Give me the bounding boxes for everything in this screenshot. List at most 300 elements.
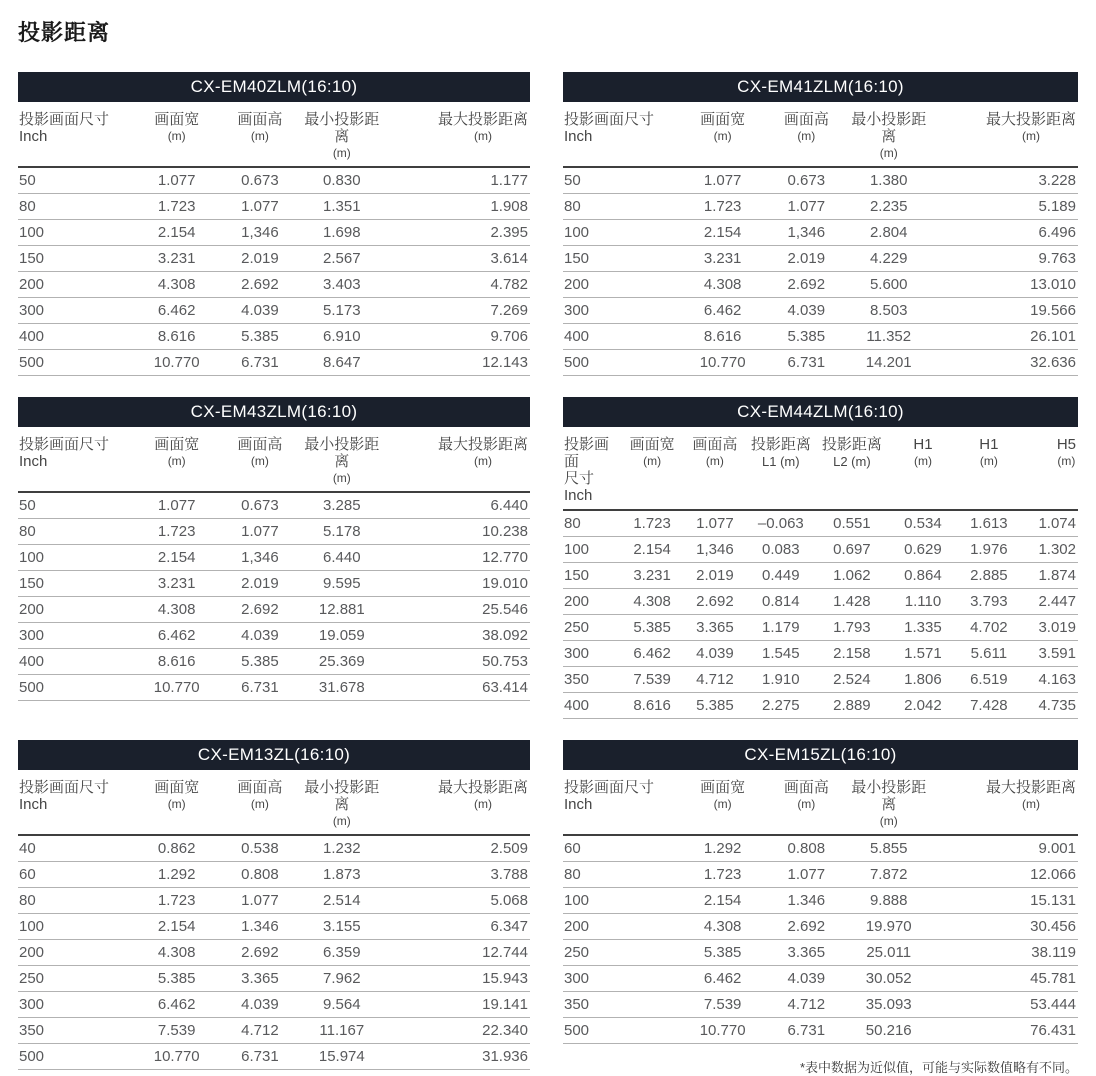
table-cell: 1.723 xyxy=(621,510,683,537)
table-cell: 30.456 xyxy=(934,914,1078,940)
table-cell: 11.167 xyxy=(297,1018,387,1044)
table-cell: 250 xyxy=(563,615,621,641)
table-row xyxy=(18,940,530,966)
projection-distance-table xyxy=(563,770,1078,1044)
table-cell: 1.698 xyxy=(297,220,387,246)
table-cell: 12.143 xyxy=(387,350,530,376)
table-cell: 200 xyxy=(18,272,131,298)
table-cell: 1.062 xyxy=(815,563,889,589)
table-cell: 1,346 xyxy=(769,220,844,246)
table-cell: 1.806 xyxy=(889,667,957,693)
table-title-bar xyxy=(563,740,1078,770)
table-cell: 1.346 xyxy=(223,914,297,940)
table-cell: 6.440 xyxy=(387,492,530,519)
table-cell: 6.462 xyxy=(131,992,223,1018)
table-cell: 1.177 xyxy=(387,167,530,194)
table-cell: 5.178 xyxy=(297,519,387,545)
table-cell: 4.039 xyxy=(223,623,297,649)
table-cell: 1.793 xyxy=(815,615,889,641)
table-cell: 9.001 xyxy=(934,835,1078,862)
table-cell: 53.444 xyxy=(934,992,1078,1018)
table-cell: 5.611 xyxy=(957,641,1021,667)
table-row xyxy=(18,571,530,597)
table-cell: 1.723 xyxy=(676,862,769,888)
table-cell: 5.068 xyxy=(387,888,530,914)
table-cell: 2.889 xyxy=(815,693,889,719)
column-header: 画面宽 (m) xyxy=(131,427,223,492)
table-row xyxy=(18,545,530,571)
table-cell: 2.019 xyxy=(683,563,747,589)
column-header-row xyxy=(563,102,1078,167)
table-cell: 14.201 xyxy=(844,350,934,376)
table-row xyxy=(18,992,530,1018)
table-cell: 2.154 xyxy=(131,914,223,940)
table-row xyxy=(563,350,1078,376)
column-header: 画面宽 (m) xyxy=(676,770,769,835)
column-header: 画面宽 (m) xyxy=(676,102,769,167)
table-cell: 32.636 xyxy=(934,350,1078,376)
table-cell: –0.063 xyxy=(747,510,815,537)
table-cell: 2.524 xyxy=(815,667,889,693)
table-cell: 4.782 xyxy=(387,272,530,298)
table-cell: 250 xyxy=(563,940,676,966)
table-cell: 19.059 xyxy=(297,623,387,649)
column-header: 投影画面尺寸 Inch xyxy=(18,102,131,167)
table-cell: 3.019 xyxy=(1021,615,1078,641)
table-cell: 2.154 xyxy=(676,220,769,246)
footnote: *表中数据为近似值，可能与实际数值略有不同。 xyxy=(799,1060,1078,1075)
column-header: H5 (m) xyxy=(1021,427,1078,510)
table-row xyxy=(18,675,530,701)
table-cell: 80 xyxy=(563,510,621,537)
table-cell: 5.189 xyxy=(934,194,1078,220)
table-cell: 1.874 xyxy=(1021,563,1078,589)
table-cell: 2.567 xyxy=(297,246,387,272)
table-cx-em40zlm xyxy=(18,72,530,376)
table-cell: 1.302 xyxy=(1021,537,1078,563)
table-cell: 22.340 xyxy=(387,1018,530,1044)
column-header: 投影画面尺寸 Inch xyxy=(18,427,131,492)
table-row xyxy=(563,537,1078,563)
table-cell: 3.365 xyxy=(683,615,747,641)
table-cell: 6.731 xyxy=(769,350,844,376)
table-cell: 2.395 xyxy=(387,220,530,246)
table-cell: 80 xyxy=(18,888,131,914)
table-row xyxy=(563,914,1078,940)
table-cell: 4.712 xyxy=(769,992,844,1018)
table-cell: 150 xyxy=(18,571,131,597)
table-cell: 4.039 xyxy=(223,992,297,1018)
table-cell: 12.744 xyxy=(387,940,530,966)
table-cx-em41zlm xyxy=(563,72,1078,376)
table-cell: 2.692 xyxy=(769,272,844,298)
table-cell: 12.770 xyxy=(387,545,530,571)
table-cell: 1.232 xyxy=(297,835,387,862)
table-cell: 100 xyxy=(18,914,131,940)
table-cell: 300 xyxy=(563,298,676,324)
table-row xyxy=(563,167,1078,194)
table-cell: 500 xyxy=(563,1018,676,1044)
table-cell: 6.519 xyxy=(957,667,1021,693)
table-cell: 150 xyxy=(563,563,621,589)
table-cell: 6.462 xyxy=(131,623,223,649)
table-cell: 7.539 xyxy=(676,992,769,1018)
table-cell: 4.702 xyxy=(957,615,1021,641)
table-cell: 0.830 xyxy=(297,167,387,194)
column-header: 最大投影距离 (m) xyxy=(934,102,1078,167)
table-cell: 300 xyxy=(18,298,131,324)
table-cell: 0.673 xyxy=(223,167,297,194)
table-cell: 10.238 xyxy=(387,519,530,545)
table-cell: 3.285 xyxy=(297,492,387,519)
table-cell: 300 xyxy=(563,966,676,992)
table-cell: 9.564 xyxy=(297,992,387,1018)
table-cell: 38.119 xyxy=(934,940,1078,966)
table-cell: 15.131 xyxy=(934,888,1078,914)
table-title-bar xyxy=(18,397,530,427)
table-cell: 1,346 xyxy=(223,545,297,571)
column-header: 投影距离 L2 (m) xyxy=(815,427,889,510)
table-cell: 500 xyxy=(18,1044,131,1070)
table-cell: 1.077 xyxy=(769,862,844,888)
table-cell: 7.269 xyxy=(387,298,530,324)
column-header: 投影画面尺寸 Inch xyxy=(563,770,676,835)
column-header: 最小投影距离 (m) xyxy=(297,102,387,167)
table-cell: 25.546 xyxy=(387,597,530,623)
table-cell: 1.074 xyxy=(1021,510,1078,537)
table-cell: 4.712 xyxy=(683,667,747,693)
table-cell: 63.414 xyxy=(387,675,530,701)
table-cell: 60 xyxy=(563,835,676,862)
table-row xyxy=(563,940,1078,966)
table-cell: 0.083 xyxy=(747,537,815,563)
table-cell: 3.788 xyxy=(387,862,530,888)
table-cell: 45.781 xyxy=(934,966,1078,992)
table-cell: 13.010 xyxy=(934,272,1078,298)
table-cell: 2.154 xyxy=(131,545,223,571)
table-title-bar xyxy=(18,72,530,102)
table-row xyxy=(18,862,530,888)
table-cell: 2.154 xyxy=(676,888,769,914)
table-cell: 35.093 xyxy=(844,992,934,1018)
table-cell: 12.066 xyxy=(934,862,1078,888)
table-cell: 1.077 xyxy=(223,194,297,220)
table-cell: 25.369 xyxy=(297,649,387,675)
table-row xyxy=(18,272,530,298)
column-header: 最小投影距离 (m) xyxy=(844,102,934,167)
table-cell: 6.731 xyxy=(223,350,297,376)
table-cell: 6.347 xyxy=(387,914,530,940)
table-cell: 3.365 xyxy=(223,966,297,992)
table-cell: 5.385 xyxy=(769,324,844,350)
table-cell: 5.173 xyxy=(297,298,387,324)
table-cell: 300 xyxy=(18,992,131,1018)
table-cell: 1.292 xyxy=(131,862,223,888)
table-cell: 2.692 xyxy=(223,940,297,966)
table-cell: 4.039 xyxy=(769,966,844,992)
table-cell: 500 xyxy=(18,675,131,701)
table-row xyxy=(563,589,1078,615)
table-cell: 0.538 xyxy=(223,835,297,862)
table-cell: 3.231 xyxy=(131,246,223,272)
column-header-row xyxy=(18,102,530,167)
table-cell: 4.039 xyxy=(769,298,844,324)
column-header: H1 (m) xyxy=(889,427,957,510)
column-header: 投影画面 尺寸Inch xyxy=(563,427,621,510)
table-cell: 1.976 xyxy=(957,537,1021,563)
table-cell: 4.308 xyxy=(621,589,683,615)
table-cell: 0.864 xyxy=(889,563,957,589)
table-cell: 1.077 xyxy=(223,519,297,545)
table-cell: 12.881 xyxy=(297,597,387,623)
table-row xyxy=(18,167,530,194)
table-cell: 200 xyxy=(18,597,131,623)
table-row xyxy=(563,220,1078,246)
table-cell: 4.735 xyxy=(1021,693,1078,719)
table-title: CX-EM41ZLM(16:10) xyxy=(737,77,904,96)
table-title-bar xyxy=(18,740,530,770)
table-row xyxy=(18,1018,530,1044)
table-cell: 7.539 xyxy=(131,1018,223,1044)
table-cell: 5.385 xyxy=(223,649,297,675)
table-cell: 2.019 xyxy=(769,246,844,272)
table-cell: 7.962 xyxy=(297,966,387,992)
table-row xyxy=(563,298,1078,324)
column-header: 画面高 (m) xyxy=(223,102,297,167)
table-cell: 26.101 xyxy=(934,324,1078,350)
table-cell: 4.308 xyxy=(676,914,769,940)
table-cell: 8.616 xyxy=(131,324,223,350)
table-cell: 15.974 xyxy=(297,1044,387,1070)
table-cell: 2.235 xyxy=(844,194,934,220)
table-title-bar xyxy=(563,397,1078,427)
table-cell: 8.616 xyxy=(676,324,769,350)
table-row xyxy=(18,220,530,246)
table-cell: 200 xyxy=(563,914,676,940)
table-cell: 1.110 xyxy=(889,589,957,615)
table-cell: 1.910 xyxy=(747,667,815,693)
table-row xyxy=(563,693,1078,719)
table-cell: 3.403 xyxy=(297,272,387,298)
table-row xyxy=(18,194,530,220)
column-header: 最大投影距离 (m) xyxy=(387,770,530,835)
table-row xyxy=(18,350,530,376)
table-cell: 2.019 xyxy=(223,246,297,272)
table-cell: 1.179 xyxy=(747,615,815,641)
table-cell: 250 xyxy=(18,966,131,992)
table-cell: 6.731 xyxy=(223,675,297,701)
table-row xyxy=(563,641,1078,667)
table-cell: 5.855 xyxy=(844,835,934,862)
table-cell: 400 xyxy=(563,324,676,350)
column-header: 最小投影距离 (m) xyxy=(297,427,387,492)
column-header: 画面宽 (m) xyxy=(131,770,223,835)
table-row xyxy=(563,194,1078,220)
table-row xyxy=(563,272,1078,298)
table-cell: 4.229 xyxy=(844,246,934,272)
table-cell: 50.216 xyxy=(844,1018,934,1044)
table-cell: 6.440 xyxy=(297,545,387,571)
table-cell: 60 xyxy=(18,862,131,888)
table-cell: 2.042 xyxy=(889,693,957,719)
table-row xyxy=(18,519,530,545)
column-header: 画面高 (m) xyxy=(223,427,297,492)
table-row xyxy=(18,835,530,862)
table-cell: 1.077 xyxy=(223,888,297,914)
table-cell: 1.077 xyxy=(131,492,223,519)
table-cell: 10.770 xyxy=(676,1018,769,1044)
table-cx-em44zlm xyxy=(563,397,1078,719)
table-cell: 3.793 xyxy=(957,589,1021,615)
table-cell: 0.808 xyxy=(769,835,844,862)
table-cx-em43zlm xyxy=(18,397,530,701)
table-cell: 30.052 xyxy=(844,966,934,992)
table-cell: 1.908 xyxy=(387,194,530,220)
table-cell: 6.731 xyxy=(769,1018,844,1044)
projection-distance-table xyxy=(18,770,530,1070)
table-cell: 2.509 xyxy=(387,835,530,862)
table-cell: 6.462 xyxy=(621,641,683,667)
table-cell: 50.753 xyxy=(387,649,530,675)
table-cell: 350 xyxy=(563,667,621,693)
table-cx-em15zl xyxy=(563,740,1078,1076)
column-header-row xyxy=(18,770,530,835)
table-cell: 350 xyxy=(563,992,676,1018)
table-row xyxy=(563,1018,1078,1044)
table-row xyxy=(18,914,530,940)
table-cell: 4.712 xyxy=(223,1018,297,1044)
table-cell: 3.614 xyxy=(387,246,530,272)
column-header: 最小投影距离 (m) xyxy=(844,770,934,835)
table-cell: 2.275 xyxy=(747,693,815,719)
table-cell: 300 xyxy=(18,623,131,649)
table-cell: 4.308 xyxy=(131,940,223,966)
table-cell: 200 xyxy=(18,940,131,966)
table-row xyxy=(563,992,1078,1018)
table-cell: 1.723 xyxy=(131,194,223,220)
column-header: 投影距离 L1 (m) xyxy=(747,427,815,510)
table-cell: 38.092 xyxy=(387,623,530,649)
table-cell: 2.692 xyxy=(683,589,747,615)
table-cell: 8.616 xyxy=(621,693,683,719)
table-cell: 25.011 xyxy=(844,940,934,966)
table-cell: 76.431 xyxy=(934,1018,1078,1044)
projection-distance-table xyxy=(563,427,1078,719)
table-cell: 31.936 xyxy=(387,1044,530,1070)
table-row xyxy=(18,324,530,350)
table-row xyxy=(18,246,530,272)
table-cell: 1.545 xyxy=(747,641,815,667)
table-cell: 10.770 xyxy=(676,350,769,376)
table-cell: 5.385 xyxy=(131,966,223,992)
column-header: 画面宽 (m) xyxy=(621,427,683,510)
table-row xyxy=(563,888,1078,914)
table-cell: 1,346 xyxy=(223,220,297,246)
table-cell: 100 xyxy=(18,220,131,246)
table-row xyxy=(18,623,530,649)
table-row xyxy=(563,246,1078,272)
table-cell: 0.551 xyxy=(815,510,889,537)
table-cell: 500 xyxy=(563,350,676,376)
table-cell: 0.673 xyxy=(223,492,297,519)
projection-distance-table xyxy=(18,427,530,701)
table-cell: 10.770 xyxy=(131,350,223,376)
table-row xyxy=(18,966,530,992)
table-cell: 2.692 xyxy=(223,272,297,298)
column-header: 画面高 (m) xyxy=(769,102,844,167)
table-cell: 3.231 xyxy=(621,563,683,589)
table-cell: 1.571 xyxy=(889,641,957,667)
table-cell: 1.077 xyxy=(676,167,769,194)
table-row xyxy=(563,966,1078,992)
table-cell: 50 xyxy=(18,492,131,519)
table-title-bar xyxy=(563,72,1078,102)
table-cell: 10.770 xyxy=(131,675,223,701)
table-cell: 0.534 xyxy=(889,510,957,537)
table-cell: 4.308 xyxy=(676,272,769,298)
column-header: 投影画面尺寸 Inch xyxy=(18,770,131,835)
table-cell: 3.155 xyxy=(297,914,387,940)
table-title: CX-EM44ZLM(16:10) xyxy=(737,402,904,421)
table-row xyxy=(563,615,1078,641)
table-cell: 1.723 xyxy=(131,519,223,545)
column-header: 最大投影距离 (m) xyxy=(387,102,530,167)
table-cell: 5.385 xyxy=(223,324,297,350)
table-cell: 1.723 xyxy=(131,888,223,914)
table-cell: 500 xyxy=(18,350,131,376)
table-cell: 2.885 xyxy=(957,563,1021,589)
table-cell: 3.365 xyxy=(769,940,844,966)
table-cell: 1.380 xyxy=(844,167,934,194)
column-header: 画面高 (m) xyxy=(769,770,844,835)
table-row xyxy=(563,667,1078,693)
column-header: 画面高 (m) xyxy=(683,427,747,510)
table-cell: 2.514 xyxy=(297,888,387,914)
table-cell: 2.158 xyxy=(815,641,889,667)
table-cell: 2.447 xyxy=(1021,589,1078,615)
table-cell: 19.566 xyxy=(934,298,1078,324)
table-cell: 80 xyxy=(18,519,131,545)
table-cell: 1.351 xyxy=(297,194,387,220)
table-cell: 1.613 xyxy=(957,510,1021,537)
table-cell: 2.154 xyxy=(131,220,223,246)
table-cell: 3.228 xyxy=(934,167,1078,194)
projection-distance-table xyxy=(18,102,530,376)
table-cell: 1.346 xyxy=(769,888,844,914)
column-header-row xyxy=(563,427,1078,510)
table-cell: 2.692 xyxy=(769,914,844,940)
table-cell: 4.308 xyxy=(131,597,223,623)
table-cell: 7.872 xyxy=(844,862,934,888)
table-cell: 2.804 xyxy=(844,220,934,246)
column-header-row xyxy=(563,770,1078,835)
column-header: 最大投影距离 (m) xyxy=(934,770,1078,835)
table-row xyxy=(18,649,530,675)
table-cell: 100 xyxy=(563,220,676,246)
column-header-row xyxy=(18,427,530,492)
table-cell: 19.141 xyxy=(387,992,530,1018)
table-cell: 11.352 xyxy=(844,324,934,350)
table-cell: 0.449 xyxy=(747,563,815,589)
table-row xyxy=(18,492,530,519)
table-cell: 0.814 xyxy=(747,589,815,615)
table-title: CX-EM40ZLM(16:10) xyxy=(190,77,358,96)
table-cell: 0.862 xyxy=(131,835,223,862)
table-title: CX-EM15ZL(16:10) xyxy=(744,745,897,764)
table-cell: 6.462 xyxy=(676,966,769,992)
table-cell: 9.595 xyxy=(297,571,387,597)
table-cell: 2.019 xyxy=(223,571,297,597)
